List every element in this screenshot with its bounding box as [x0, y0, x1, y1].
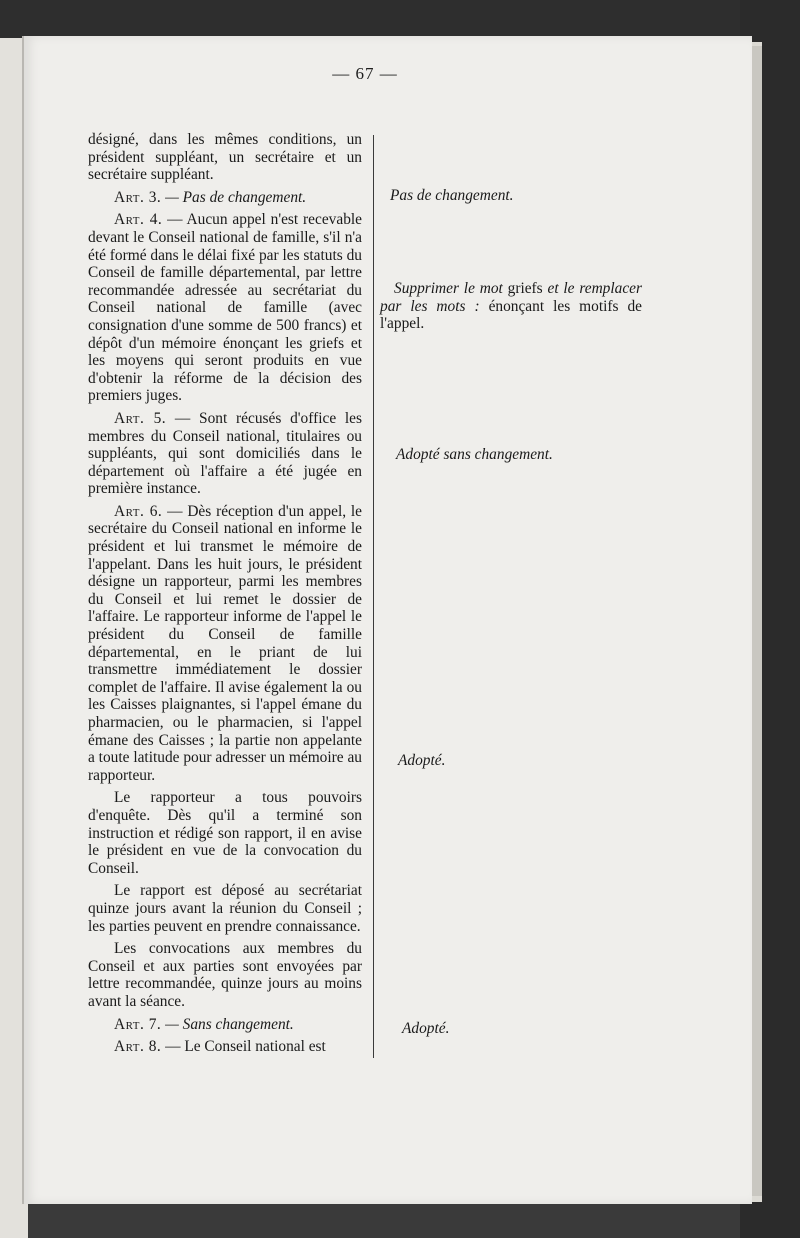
amendment-quoted-word: griefs [502, 280, 548, 297]
paragraph-convocations: Les convocations aux membres du Conseil et aux parties sont envoyées par lettre recommandée, quinze jours au moins avant la séance. [88, 940, 362, 1010]
amendment-text: Pas de changement. [390, 187, 514, 204]
column-divider [373, 135, 374, 1058]
amendment-article-3 [390, 187, 660, 205]
article-label: Art. 7. [114, 1015, 162, 1033]
article-label: Art. 4. [114, 211, 163, 229]
amendment-text: Adopté. [402, 1020, 450, 1037]
article-text: — Sans changement. [161, 1015, 294, 1033]
paragraph-rapport: Le rapport est déposé au secrétariat quinze jours avant la réunion du Conseil ; les parties peuvent en prendre connaissance. [88, 882, 362, 935]
article-text: — Aucun appel n'est recevable devant le Conseil national de famille, s'il n'a été formé dans le délai fixé par les statuts du Conseil de famille départemental, par lettre recommandée adressée au secrétariat du Conseil national de famille (avec consignation d'une somme de 500 francs) et dépôt d'un mémoire énonçant les griefs et les moyens qui seront produits en vue d'obtenir la réforme de la décision des premiers juges. [88, 211, 362, 405]
paragraph-continuation: désigné, dans les mêmes conditions, un président suppléant, un secrétaire et un secrétaire suppléant. [88, 131, 362, 184]
amendment-article-5 [396, 446, 666, 464]
page-number: — 67 — [332, 64, 398, 83]
article-label: Art. 6. [114, 502, 163, 520]
amendment-article-7 [402, 1020, 672, 1038]
article-text: — Le Conseil national est [161, 1038, 326, 1056]
amendment-article-4 [380, 280, 642, 333]
article-label: Art. 5. [114, 409, 167, 427]
article-4 [88, 211, 362, 405]
amendment-replacement: énonçant les motifs de l'appel. [380, 297, 642, 333]
scan-background-top [0, 0, 800, 40]
article-text: — Sont récusés d'office les membres du Conseil national, titulaires ou suppléants, qui sont domiciliés dans le département où l'affaire a été jugée en première instance. [88, 409, 362, 498]
article-3 [88, 189, 362, 207]
paragraph-rapporteur: Le rapporteur a tous pouvoirs d'enquête. Dès qu'il a terminé son instruction et rédigé son rapport, il en avise le président en vue de la convocation du Conseil. [88, 789, 362, 877]
article-8 [88, 1038, 362, 1056]
amendment-text: Adopté. [398, 752, 446, 769]
amendment-italic: et le remplacer par les mots : [380, 280, 643, 315]
left-column [88, 131, 362, 1061]
amendment-text: Adopté sans changement. [396, 446, 553, 463]
article-label: Art. 3. [114, 188, 162, 206]
article-6 [88, 503, 362, 785]
article-7 [88, 1016, 362, 1034]
amendment-italic: Supprimer le mot [394, 280, 503, 297]
amendment-text [380, 280, 642, 333]
article-5 [88, 410, 362, 498]
article-text: — Pas de changement. [161, 188, 307, 206]
article-text: — Dès réception d'un appel, le secrétaire du Conseil national en informe le président et lui transmet le mémoire de l'appelant. Dans les huit jours, le président désigne un rapporteur, parmi les membres du Conseil et lui remet le dossier de l'affaire. Le rapporteur informe de l'appel le président du Conseil de famille départemental, en le priant de lui transmettre immédiatement le dossier complet de l'affaire. Il avise également la ou les Caisses plaignantes, si l'appel émane du pharmacien, ou le pharmacien, si l'appel émane des Caisses ; la partie non appelante a toute latitude pour adresser un mémoire au rapporteur. [88, 502, 363, 784]
article-label: Art. 8. [114, 1038, 162, 1056]
amendment-article-6 [398, 752, 668, 770]
